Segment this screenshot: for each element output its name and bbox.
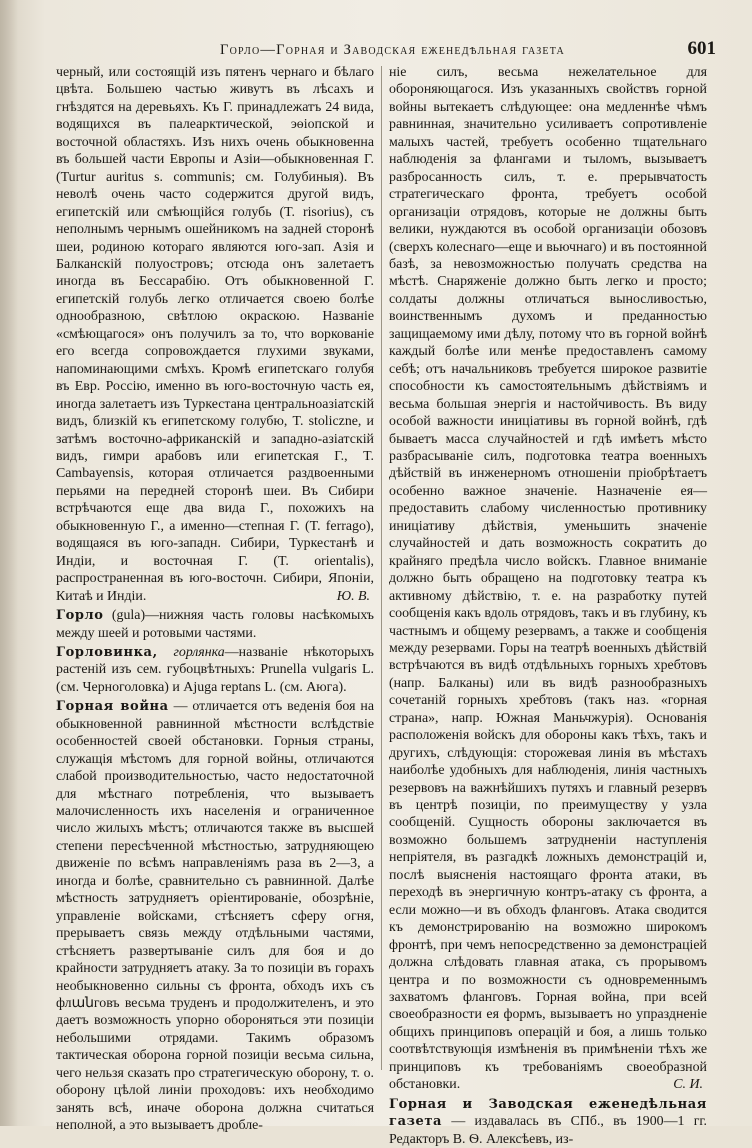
entry-headword: Горная и Заводская еженедѣльная газета bbox=[389, 1096, 707, 1130]
entry-headword: Горная война bbox=[56, 699, 169, 715]
right-column bbox=[389, 64, 707, 1148]
column-divider bbox=[381, 66, 382, 1070]
running-title: Горло—Горная и Заводская еженедѣльная газета bbox=[220, 42, 565, 58]
entry-text: (gula)—нижняя часть головы насѣкомыхъ между шеей и ротовыми частями. bbox=[56, 608, 374, 641]
entry-text: —названіе нѣкоторыхъ растеній изъ сем. губоцвѣтныхъ: Prunella vulgaris L. (см. Черноголовка) и Ajuga reptans L. (см. Аюга). bbox=[56, 644, 374, 695]
entry-text: — отличается отъ веденія боя на обыкновенной равнинной мѣстности вслѣдствіе особенностей своей обстановки. Горныя страны, служащія мѣстомъ для горной войны, отличаются слабой производительностью, часто недостаточной для мѣстнаго потребленія, что вызываетъ малочисленность ихъ населенія и ограниченное число жилыхъ мѣстъ; отличаются также въ высшей степени пересѣченной мѣстностью, затрудняющею движеніе по всѣмъ направленіямъ раза въ 2—3, а иногда и болѣе, сравнительно съ равнинной. Далѣе мѣстность затрудняетъ оріентированіе, обозрѣніе, управленіе войсками, стѣсняетъ сферу огня, прерываетъ связь между отдѣльными частями, стѣсняетъ развертываніе силъ для боя и до крайности затрудняетъ атаку. За то позиціи въ горахъ необыкновенно сильны съ фронта, обходъ ихъ съ флանговъ весьма труденъ и продолжителенъ, и это даетъ возможность упорно обороняться эти позиціи небольшими отрядами. Такимъ образомъ тактическая оборона горной позиціи весьма сильна, чего нельзя сказать про стратегическую оборону, т. о. оборону цѣлой линіи проходовъ: ихъ необходимо занять всѣ, иначе оборона должна считаться неполной, а это вызываетъ дробле- bbox=[56, 699, 374, 1134]
running-header bbox=[60, 38, 716, 64]
entry-text: черный, или состоящій изъ пятенъ чернаго и бѣлаго цвѣта. Большею частью живутъ въ лѣсахъ и гнѣздятся на деревьяхъ. Къ Г. принадлежатъ 24 вида, водящихся въ палеарктической, эѳіопской и восточной областяхъ. Изъ нихъ очень обыкновенна въ большей части Европы и Азіи—обыкновенная Г. (Turtur auritus s. communis; см. Голубиныя). Въ неволѣ очень часто содержится другой видъ, египетскій или смѣющійся голубь (T. risorius), съ неполнымъ чернымъ ошейникомъ на задней сторонѣ шеи, родиною котораго являются юго-зап. Азія и Балканскій полуостровъ; отсюда онъ залетаетъ иногда въ Бессарабію. Отъ обыкновенной Г. египетскій голубь легко отличается своею болѣе однообразною, свѣтлою окраскою. Названіе «смѣющагося» онъ получилъ за то, что воркованіе его всегда сопровождается глухими звуками, напоминающими смѣхъ. Кромѣ египетскаго голубя въ Евр. Россію, именно въ юго-восточную часть ея, иногда залетаетъ изъ Туркестана центральноазіатскій видъ, близкій къ египетскому голубю, T. stoliczne, и затѣмъ восточно-африканскій и западно-азіатскій видъ, гимри арабовъ или египетская Г., T. Cambayensis, которая отличается раздвоенными перьями на передней сторонѣ шеи. Въ Сибири встрѣчаются еще два вида Г., похожихъ на обыкновенную Г., а именно—степная Г. (T. ferrago), водящаяся въ юго-западн. Сибири, Туркестанѣ и Индіи, и восточная Г. (T. orientalis), распространенная въ юго-восточн. Сибири, Японіи, Китаѣ и Индіи. bbox=[56, 65, 374, 604]
page-number: 601 bbox=[687, 38, 716, 59]
entry-gorlitsa-continued bbox=[56, 64, 374, 605]
entry-gornaya-gazeta bbox=[389, 1096, 707, 1148]
left-column bbox=[56, 64, 374, 1135]
entry-gorlovinka bbox=[56, 644, 374, 696]
author-signature: Ю. В. bbox=[336, 588, 370, 604]
entry-synonym: горлянка bbox=[173, 644, 225, 660]
entry-text: — издавалась въ СПб., въ 1900—1 гг. Редакторъ В. Ѳ. Алексѣевъ, из- bbox=[389, 1114, 708, 1147]
entry-gornaya-voina bbox=[56, 698, 374, 1134]
entry-gornaya-voina-continued bbox=[389, 64, 707, 1094]
entry-text: ніе силъ, весьма нежелательное для обороняющагося. Изъ указанныхъ свойствъ горной войны вытекаетъ слѣдующее: она медленнѣе чѣмъ равнинная, значительно усиливаетъ сопротивленіе малыхъ частей, требуетъ особенно тщательнаго наблюденія за флангами и тыломъ, вызываетъ разбросанность силъ, т. е. прерывчатость стратегическаго фронта, требуетъ особой организаціи отрядовъ, которые не должны быть велики, нуждаются въ особой организаціи обозовъ (сверхъ колеснаго—еще и вьючнаго) и въ постоянной базѣ, за невозможностью получать средства на мѣстѣ. Снаряженіе должно быть легко и просто; солдаты должны отличаться выносливостью, воинственнымъ духомъ и преданностью защищаемому ими дѣлу, потому что въ горной войнѣ каждый болѣе или менѣе предоставленъ самому себѣ; отъ начальниковъ требуется широкое развитіе способности къ самостоятельнымъ дѣйствіямъ и весьма большая энергія и настойчивость. Въ виду особой важности иниціативы въ горной войнѣ, гдѣ бываетъ масса случайностей и гдѣ имѣетъ мѣсто разбрасываніе силъ, подготовка театра военныхъ дѣйствій въ инженерномъ отношеніи пріобрѣтаетъ особенно важное значеніе. Назначеніе ея—предоставить слабому численностью противнику иниціативу дѣйствія, уменьшить значеніе случайностей и дать возможность сократить до крайняго предѣла число войскъ. Главное вниманіе должно быть обращено на подготовку театра къ активному дѣйствію, т. е. на разработку путей сообщенія какъ вдоль отрядовъ, такъ и въ глубину, къ частнымъ и общему резервамъ, а также и сообщенія между резервами. Горы на театрѣ военныхъ дѣйствій встрѣчаются въ видѣ отдѣльныхъ горныхъ хребтовъ (напр. Балканы) или въ видѣ разнообразныхъ сочетаній горныхъ хребтовъ (такъ наз. «горная страна», напр. Южная Маньчжурія). Основанія расположенія войскъ для обороны какъ тѣхъ, такъ и другихъ, слѣдующія: сторожевая линія въ мѣстахъ наиболѣе удобныхъ для наблюденія, линія частныхъ резервовъ на важнѣйшихъ путяхъ и главный резервъ въ центрѣ позиціи, по преимуществу у узла сообщеній. Сущность обороны заключается въ возможно большемъ затрудненіи наступленія непріятеля, въ разгадкѣ ложныхъ демонстрацій и, послѣ выясненія настоящаго фронта атаки, въ переходѣ въ энергичную контръ-атаку съ фронта, а если можно—и въ обходъ фланговъ. Атака сводится къ демонстрированію на возможно широкомъ фронтѣ, при чемъ непосредственно за демонстраціей должна слѣдовать главная атака, съ прорывомъ центра и по возможности съ одновременнымъ захватомъ фланговъ. Горная война, при всей своеобразности ея формъ, вызываетъ но упраздненіе общихъ принциповъ операцій и боя, а лишь только соотвѣтствующія измѣненія въ примѣненіи тѣхъ же принциповъ къ требованіямъ своеобразной обстановки. bbox=[389, 65, 707, 1093]
author-signature: С. И. bbox=[673, 1077, 703, 1093]
entry-gorlo bbox=[56, 607, 374, 642]
page-edge-shadow bbox=[0, 0, 18, 1126]
entry-headword: Горло bbox=[56, 608, 104, 624]
entry-headword: Горловинка, bbox=[56, 644, 158, 660]
